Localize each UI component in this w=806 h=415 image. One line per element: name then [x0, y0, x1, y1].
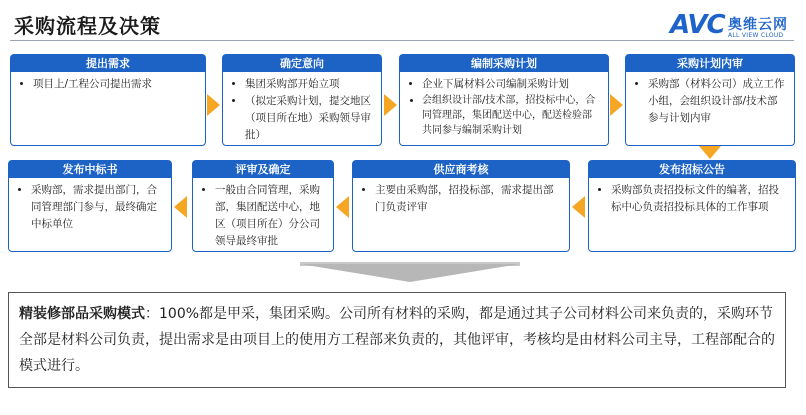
logo-name-cn: 奥维云网: [728, 17, 788, 33]
step-bullet: • 一般由合同管理，采购部，集团配送中心，地区（项目所在）分公司领导最终审批: [215, 182, 325, 250]
arrow-right-icon: [610, 94, 623, 116]
step-box-1: [10, 54, 206, 146]
step-title: 评审及确定: [193, 161, 333, 178]
step-title: 供应商考核: [353, 161, 569, 178]
arrow-left-icon: [174, 196, 187, 218]
step-title: 采购计划内审: [626, 55, 794, 72]
arrow-right-icon: [207, 94, 220, 116]
step-box-7: [192, 160, 334, 252]
step-title: 发布中标书: [9, 161, 171, 178]
step-bullet: • 采购部，需求提出部门，合同管理部门参与，最终确定中标单位: [31, 182, 163, 233]
logo-mark: AVC: [670, 10, 725, 40]
step-title: 提出需求: [11, 55, 205, 72]
step-box-8: [8, 160, 172, 252]
arrow-right-icon: [384, 94, 397, 116]
step-title: 编制采购计划: [400, 55, 608, 72]
step-bullet: • 采购部负责招投标文件的编著，招投标中心负责招投标具体的工作事项: [611, 182, 787, 216]
funnel-arrow-icon: [300, 264, 520, 282]
step-bullet: • 项目上/工程公司提出需求: [33, 76, 197, 93]
step-box-4: [625, 54, 795, 146]
step-box-3: [399, 54, 609, 146]
step-title: 发布招标公告: [589, 161, 795, 178]
arrow-down-icon: [699, 146, 721, 159]
step-bullet: • 会组织设计部/技术部，招投标中心，合同管理部，集团配送中心，配送检验部共同参与编制采购计划: [422, 93, 600, 138]
logo-name-en: ALL VIEW CLOUD: [728, 32, 784, 39]
step-box-2: [222, 54, 382, 146]
page-title: 采购流程及决策: [14, 14, 161, 38]
logo: [670, 12, 800, 42]
summary-label: 精装修部品采购模式: [19, 306, 145, 322]
step-bullet: • （拟定采购计划，提交地区（项目所在地）采购领导审批）: [245, 93, 373, 144]
step-box-6: [352, 160, 570, 252]
arrow-left-icon: [336, 196, 349, 218]
step-title: 确定意向: [223, 55, 381, 72]
summary-text: ：100%都是甲采，集团采购。公司所有材料的采购，都是通过其子公司材料公司来负责的，采购环节全部是材料公司负责，提出需求是由项目上的使用方工程部来负责的，其他评审，考核均是由材料公司主导，工程部配合的模式进行。: [19, 306, 775, 374]
step-box-5: [588, 160, 796, 252]
step-bullet: • 主要由采购部，招投标部，需求提出部门负责评审: [375, 182, 561, 216]
step-bullet: • 集团采购部开始立项: [245, 76, 373, 93]
step-bullet: • 采购部（材料公司）成立工作小组，会组织设计部/技术部参与计划内审: [648, 76, 786, 127]
arrow-left-icon: [572, 196, 585, 218]
step-bullet: • 企业下属材料公司编制采购计划: [422, 76, 600, 93]
summary-box: [8, 292, 786, 388]
